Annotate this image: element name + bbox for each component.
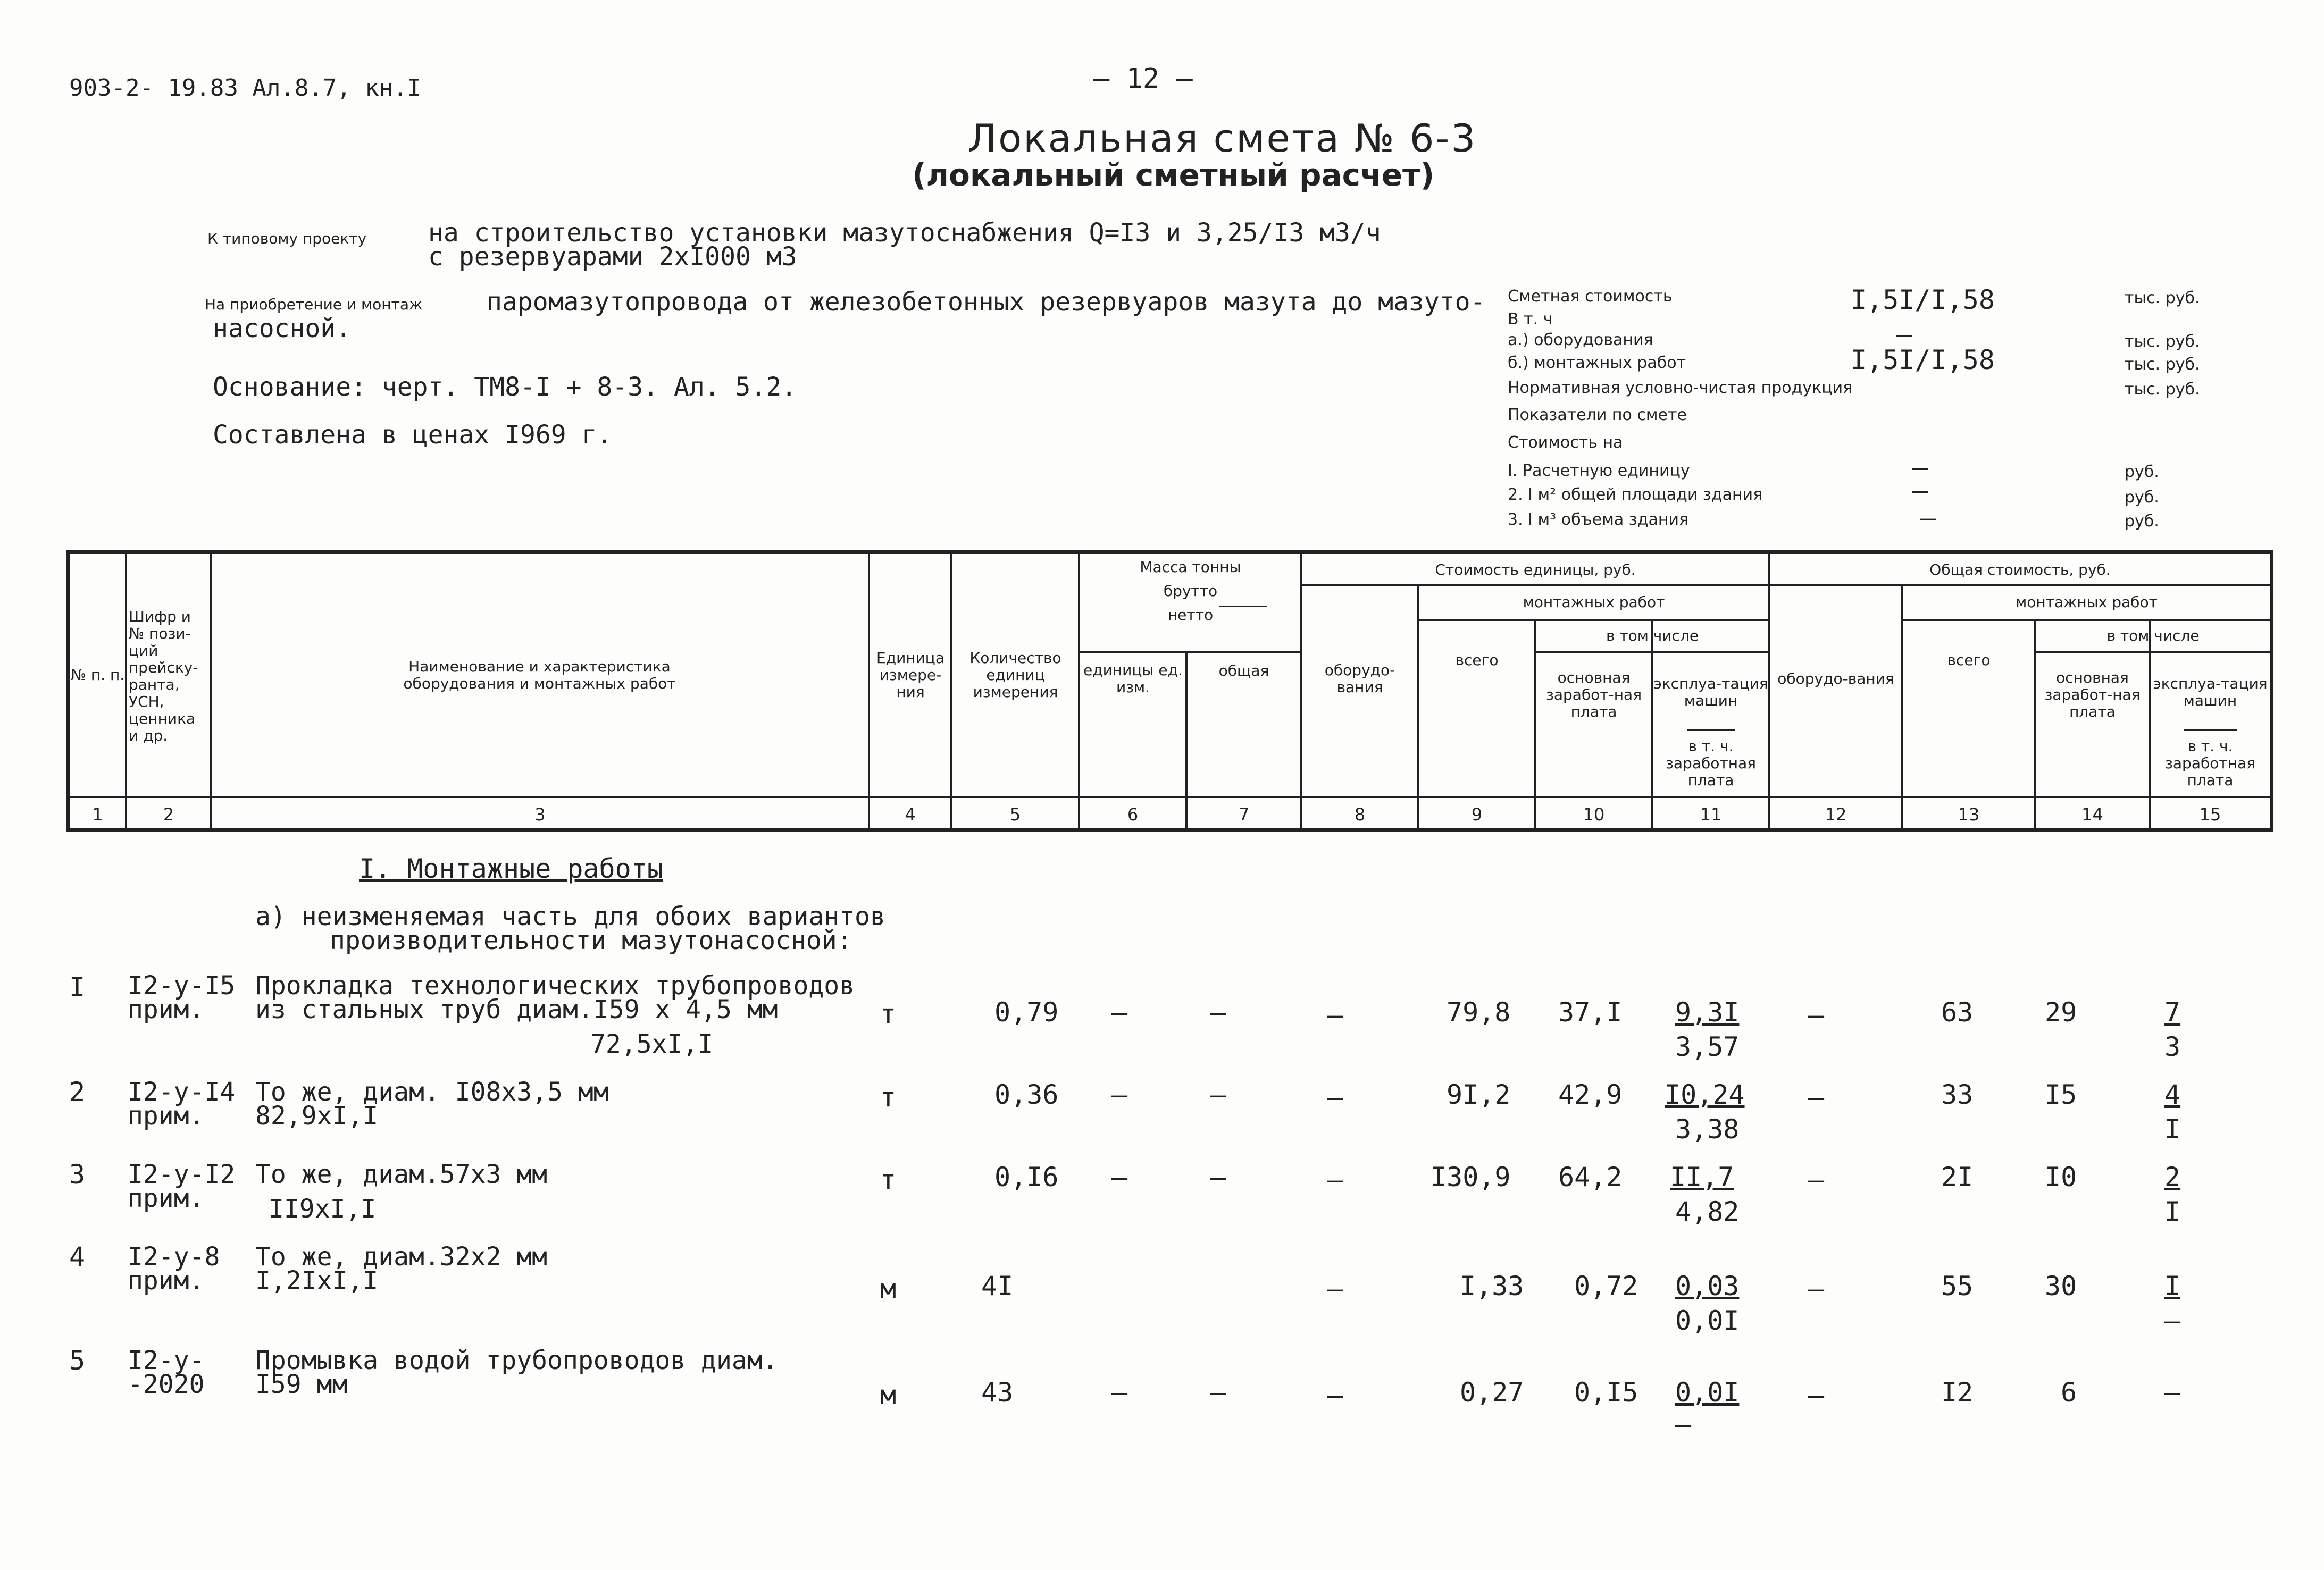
col-number: 9 (1471, 804, 1483, 825)
estimated-cost-value: I,5I/I,58 (1851, 284, 1995, 315)
unit-cost-machine-header: эксплуа-тация машин (1653, 675, 1768, 709)
row-name: То же, диам. I08х3,5 мм (255, 1077, 609, 1107)
row-total-total: 55 (1941, 1271, 1974, 1302)
col-header-qty: Количество единиц измерения (969, 649, 1061, 701)
row-code-note: прим. (128, 1101, 205, 1131)
col-number: 1 (92, 804, 103, 825)
row-equipment: — (1327, 1082, 1343, 1113)
row-machine: 0,03 (1675, 1271, 1740, 1302)
cost-per-label: Стоимость на (1508, 433, 1623, 452)
estimate-header-table (66, 550, 2273, 832)
unit-cost-machine-wage-header: в т. ч. заработная плата (1666, 737, 1756, 789)
col-number: 15 (2199, 804, 2221, 825)
row-qty: 0,79 (994, 997, 1059, 1028)
row-mass-unit: — (1111, 997, 1128, 1028)
total-cost-equipment-header: оборудо-вания (1777, 670, 1894, 687)
row-base-wage: 0,I5 (1574, 1377, 1638, 1408)
mounting-value: I,5I/I,58 (1851, 345, 1995, 375)
unit-cost-including-header: в том числе (1606, 627, 1699, 644)
page-subtitle: (локальный сметный расчет) (912, 157, 1435, 193)
section-subtitle-1: а) неизменяемая часть для обоих вариантов (255, 902, 885, 931)
total-cost-total-header: всего (1947, 651, 1991, 669)
mass-group-header: Масса тонны (1140, 558, 1241, 576)
row-machine: I0,24 (1665, 1079, 1745, 1110)
row-no: I (69, 972, 86, 1003)
equipment-unit: тыс. руб. (2125, 332, 2200, 351)
row-code: I2-у-I2 (128, 1160, 236, 1189)
row-mass-total: — (1210, 1162, 1226, 1193)
row-code-note: прим. (128, 995, 205, 1025)
row-machine: 0,0I (1675, 1377, 1740, 1408)
row-total-machine: 2 (2164, 1162, 2181, 1193)
mass-brutto-label: брутто (1163, 582, 1218, 600)
section-title: I. Монтажные работы (359, 853, 663, 884)
row-unit: т (880, 1082, 897, 1113)
per-volume-unit: руб. (2125, 512, 2159, 531)
row-qty: 4I (981, 1271, 1014, 1302)
row-total: 0,27 (1460, 1377, 1524, 1408)
row-mass-total: — (1210, 1079, 1226, 1110)
mounting-unit: тыс. руб. (2125, 355, 2200, 374)
mounting-label: б.) монтажных работ (1508, 354, 1686, 372)
per-area-dash: — (1912, 475, 1928, 506)
unit-cost-equipment-header: оборудо-вания (1324, 661, 1395, 696)
row-total-wage: I0 (2045, 1162, 2077, 1193)
row-mass-total: — (1210, 997, 1226, 1028)
purpose-text-2: насосной. (213, 314, 352, 343)
row-machine-wage: 3,38 (1675, 1114, 1740, 1145)
row-unit: м (880, 1273, 897, 1304)
row-total-wage: 30 (2045, 1271, 2077, 1302)
row-base-wage: 42,9 (1558, 1079, 1623, 1110)
row-total-machine-wage: 3 (2164, 1031, 2181, 1062)
row-qty: 0,36 (994, 1079, 1059, 1110)
row-name-2: из стальных труб диам.I59 х 4,5 мм (255, 995, 778, 1025)
per-area-label: 2. I м² общей площади здания (1508, 485, 1763, 504)
row-mass-unit: — (1111, 1079, 1128, 1110)
page-title: Локальная смета № 6-3 (968, 116, 1477, 161)
row-total-total: I2 (1941, 1377, 1974, 1408)
equipment-label: а.) оборудования (1508, 331, 1653, 349)
row-total: I30,9 (1431, 1162, 1511, 1193)
row-total: 79,8 (1447, 997, 1511, 1028)
row-machine: II,7 (1670, 1162, 1734, 1193)
row-name-3: 72,5хI,I (590, 1029, 714, 1059)
to-project-label: К типовому проекту (207, 230, 367, 247)
row-name-2: I,2IхI,I (255, 1266, 379, 1296)
per-unit-label: I. Расчетную единицу (1508, 461, 1690, 480)
col-header-code: Шифр и № пози-ций прейску-ранта, УСН, ценника и др. (129, 608, 198, 744)
row-name-2: 82,9хI,I (255, 1101, 379, 1131)
col-number: 6 (1127, 804, 1139, 825)
purpose-label: На приобретение и монтаж (205, 296, 423, 313)
per-unit-dash: — (1912, 452, 1928, 483)
row-code-note: прим. (128, 1266, 205, 1296)
col-number: 8 (1354, 804, 1366, 825)
row-total-total: 33 (1941, 1079, 1974, 1110)
col-header-name: Наименование и характеристика оборудования и монтажных работ (403, 657, 676, 692)
row-qty: 43 (981, 1377, 1014, 1408)
row-machine-wage: — (1675, 1409, 1692, 1440)
row-base-wage: 37,I (1558, 997, 1623, 1028)
unit-cost-mounting-header: монтажных работ (1523, 593, 1665, 611)
per-volume-label: 3. I м³ объема здания (1508, 510, 1689, 529)
row-total-equipment: — (1808, 1273, 1825, 1304)
row-name-3: II9хI,I (269, 1194, 377, 1224)
row-mass-unit: — (1111, 1377, 1128, 1408)
row-code: I2-у-I5 (128, 971, 236, 1001)
row-equipment: — (1327, 1000, 1343, 1030)
mass-total-header: общая (1218, 662, 1269, 679)
col-header-unit: Единица измере-ния (876, 649, 944, 701)
section-subtitle-2: производительности мазутонасосной: (330, 926, 852, 955)
col-header-no: № п. п. (70, 666, 125, 684)
normative-label: Нормативная условно-чистая продукция (1508, 379, 1853, 397)
col-number: 3 (534, 804, 546, 825)
total-cost-mounting-header: монтажных работ (2016, 593, 2158, 611)
mass-unit-header: единицы ед. изм. (1083, 661, 1183, 696)
document-id: 903-2- 19.83 Ал.8.7, кн.I (69, 74, 422, 102)
unit-cost-total-header: всего (1455, 651, 1499, 669)
unit-cost-base-wage-header: основная заработ-ная плата (1545, 669, 1642, 720)
row-total-wage: 6 (2061, 1377, 2077, 1408)
total-cost-machine-header: эксплуа-тация машин (2153, 675, 2268, 709)
row-name-2: I59 мм (255, 1370, 348, 1399)
col-number: 7 (1238, 804, 1250, 825)
row-equipment: — (1327, 1273, 1343, 1304)
row-total-total: 63 (1941, 997, 1974, 1028)
incl-label: В т. ч (1508, 310, 1553, 329)
row-name: То же, диам.57х3 мм (255, 1160, 548, 1189)
row-total: I,33 (1460, 1271, 1524, 1302)
row-total-machine-wage: I (2164, 1114, 2181, 1145)
row-machine-wage: 0,0I (1675, 1305, 1740, 1336)
per-unit-unit: руб. (2125, 463, 2159, 481)
row-code: I2-у-I4 (128, 1077, 236, 1107)
per-area-unit: руб. (2125, 488, 2159, 507)
col-number: 11 (1700, 804, 1722, 825)
row-total-total: 2I (1941, 1162, 1974, 1193)
row-total-equipment: — (1808, 1380, 1825, 1411)
row-base-wage: 0,72 (1574, 1271, 1638, 1302)
total-cost-group-header: Общая стоимость, руб. (1929, 561, 2111, 578)
indicators-label: Показатели по смете (1508, 406, 1687, 424)
row-machine-wage: 3,57 (1675, 1031, 1740, 1062)
estimated-cost-unit: тыс. руб. (2125, 289, 2200, 307)
row-machine: 9,3I (1675, 997, 1740, 1028)
total-cost-base-wage-header: основная заработ-ная плата (2044, 669, 2141, 720)
row-no: 2 (69, 1077, 86, 1107)
row-equipment: — (1327, 1380, 1343, 1411)
col-number: 14 (2081, 804, 2103, 825)
row-no: 3 (69, 1159, 86, 1190)
total-cost-machine-wage-header: в т. ч. заработная плата (2165, 737, 2255, 789)
per-volume-dash: — (1920, 502, 1936, 533)
row-total-machine-wage: I (2164, 1196, 2181, 1227)
col-number: 5 (1009, 804, 1021, 825)
total-cost-including-header: в том числе (2106, 627, 2200, 644)
row-qty: 0,I6 (994, 1162, 1059, 1193)
col-number: 12 (1825, 804, 1847, 825)
row-code-note: прим. (128, 1183, 205, 1213)
row-code: I2-у- (128, 1346, 205, 1375)
row-unit: м (880, 1380, 897, 1411)
col-number: 4 (905, 804, 916, 825)
col-number: 10 (1583, 804, 1605, 825)
row-total-wage: I5 (2045, 1079, 2077, 1110)
row-unit: т (880, 1164, 897, 1195)
col-number: 13 (1958, 804, 1980, 825)
to-project-text-1: на строительство установки мазутоснабжения Q=I3 и 3,25/I3 м3/ч (428, 218, 1381, 248)
purpose-text-1: паромазутопровода от железобетонных резервуаров мазута до мазуто- (487, 287, 1486, 317)
row-total-machine: — (2164, 1377, 2181, 1408)
row-unit: т (880, 998, 897, 1029)
row-total-equipment: — (1808, 1000, 1825, 1030)
row-code: I2-у-8 (128, 1242, 220, 1272)
row-machine-wage: 4,82 (1675, 1196, 1740, 1227)
mass-netto-label: нетто (1167, 606, 1214, 624)
row-total-machine: 4 (2164, 1079, 2181, 1110)
col-number: 2 (163, 804, 174, 825)
row-name: Промывка водой трубопроводов диам. (255, 1346, 778, 1375)
row-total-equipment: — (1808, 1082, 1825, 1113)
equipment-value: — (1896, 319, 1912, 350)
row-name: Прокладка технологических трубопроводов (255, 971, 855, 1001)
unit-cost-group-header: Стоимость единицы, руб. (1435, 561, 1636, 578)
row-mass-total: — (1210, 1377, 1226, 1408)
row-code-note: -2020 (128, 1370, 205, 1399)
row-base-wage: 64,2 (1558, 1162, 1623, 1193)
row-total: 9I,2 (1447, 1079, 1511, 1110)
prices-line: Составлена в ценах I969 г. (213, 420, 613, 450)
row-equipment: — (1327, 1164, 1343, 1195)
row-name: То же, диам.32х2 мм (255, 1242, 548, 1272)
basis-line: Основание: черт. ТМ8-I + 8-3. Ал. 5.2. (213, 372, 797, 402)
estimated-cost-label: Сметная стоимость (1508, 287, 1673, 306)
normative-unit: тыс. руб. (2125, 380, 2200, 399)
row-total-machine-wage: — (2164, 1305, 2181, 1336)
row-no: 5 (69, 1345, 86, 1376)
row-total-equipment: — (1808, 1164, 1825, 1195)
row-total-machine: I (2164, 1271, 2181, 1302)
row-total-machine: 7 (2164, 997, 2181, 1028)
page-number: — 12 — (1093, 63, 1193, 95)
row-mass-unit: — (1111, 1162, 1128, 1193)
to-project-text-2: с резервуарами 2хI000 м3 (428, 242, 797, 272)
row-no: 4 (69, 1241, 86, 1272)
row-total-wage: 29 (2045, 997, 2077, 1028)
